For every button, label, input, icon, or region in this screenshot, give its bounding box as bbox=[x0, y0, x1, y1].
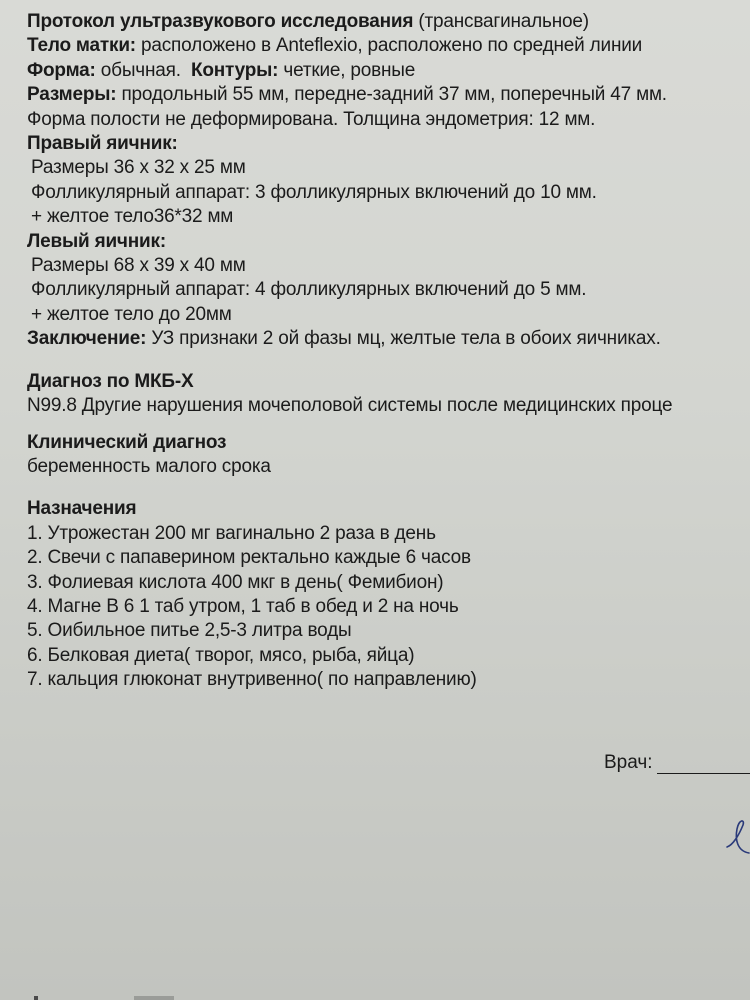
right-ovary-heading bbox=[27, 132, 750, 156]
clinical-diagnosis-heading bbox=[27, 431, 750, 455]
icd-heading-text: Диагноз по МКБ-X bbox=[27, 370, 194, 392]
right-ovary-sizes: Размеры 36 х 32 х 25 мм bbox=[31, 157, 246, 179]
prescriptions-heading bbox=[27, 497, 750, 521]
right-ovary-follicles: Фолликулярный аппарат: 3 фолликулярных включений до 10 мм. bbox=[31, 181, 597, 203]
conclusion-text: УЗ признаки 2 ой фазы мц, желтые тела в обоих яичниках. bbox=[146, 328, 661, 350]
contours-text: четкие, ровные bbox=[278, 59, 416, 81]
contours-label: Контуры: bbox=[190, 59, 279, 81]
conclusion-line bbox=[27, 327, 750, 351]
icd-diagnosis-heading bbox=[27, 370, 750, 394]
right-ovary-corpus-luteum: + желтое тело36*32 мм bbox=[31, 206, 234, 228]
clinical-diagnosis-text: беременность малого срока bbox=[27, 455, 271, 477]
sizes-text: продольный 55 мм, передне-задний 37 мм, поперечный 47 мм. bbox=[116, 84, 667, 106]
handwritten-signature-icon bbox=[725, 815, 750, 855]
form-line bbox=[27, 59, 750, 83]
sizes-line bbox=[27, 83, 750, 107]
spacer bbox=[27, 352, 750, 370]
uterus-text: расположено в Anteflexio, расположено по средней линии bbox=[135, 35, 643, 57]
doctor-label: Врач: bbox=[604, 752, 653, 773]
protocol-title-bold: Протокол ультразвукового исследования bbox=[27, 11, 414, 32]
doctor-signature-line bbox=[604, 752, 750, 774]
icd-diagnosis-text: N99.8 Другие нарушения мочеполовой системы после медицинских проце bbox=[27, 395, 673, 417]
form-label: Форма: bbox=[27, 59, 96, 81]
prescription-item: 6. Белковая диета( творог, мясо, рыба, яйца) bbox=[27, 644, 415, 666]
document-page bbox=[27, 10, 750, 693]
left-ovary-sizes: Размеры 68 х 39 х 40 мм bbox=[31, 255, 246, 277]
right-ovary-label: Правый яичник: bbox=[27, 133, 178, 155]
prescriptions-heading-text: Назначения bbox=[27, 498, 137, 520]
conclusion-label: Заключение: bbox=[27, 328, 147, 350]
left-ovary-label: Левый яичник: bbox=[27, 230, 166, 252]
protocol-title bbox=[27, 10, 750, 34]
spacer bbox=[27, 419, 750, 431]
cut-off-footer-text bbox=[24, 990, 184, 1000]
uterus-line bbox=[27, 34, 750, 58]
prescription-item: 1. Утрожестан 200 мг вагинально 2 раза в день bbox=[27, 522, 436, 544]
prescription-item: 4. Магне В 6 1 таб утром, 1 таб в обед и 2 на ночь bbox=[27, 595, 459, 617]
clinical-heading-text: Клинический диагноз bbox=[27, 431, 227, 453]
spacer bbox=[27, 479, 750, 497]
form-text: обычная. bbox=[95, 59, 191, 81]
uterus-label: Тело матки: bbox=[27, 35, 136, 57]
prescription-item: 3. Фолиевая кислота 400 мкг в день( Фемибион) bbox=[27, 571, 444, 593]
signature-underline bbox=[657, 755, 750, 774]
left-ovary-heading bbox=[27, 230, 750, 254]
sizes-label: Размеры: bbox=[27, 84, 117, 106]
left-ovary-corpus-luteum: + желтое тело до 20мм bbox=[31, 303, 232, 325]
prescription-item: 7. кальция глюконат внутривенно( по направлению) bbox=[27, 669, 477, 691]
cavity-line: Форма полости не деформирована. Толщина эндометрия: 12 мм. bbox=[27, 108, 596, 130]
protocol-title-rest: (трансвагинальное) bbox=[413, 11, 589, 32]
prescription-item: 5. Оибильное питье 2,5-3 литра воды bbox=[27, 620, 352, 642]
prescription-item: 2. Свечи с папаверином ректально каждые 6 часов bbox=[27, 547, 471, 569]
left-ovary-follicles: Фолликулярный аппарат: 4 фолликулярных включений до 5 мм. bbox=[31, 279, 587, 301]
